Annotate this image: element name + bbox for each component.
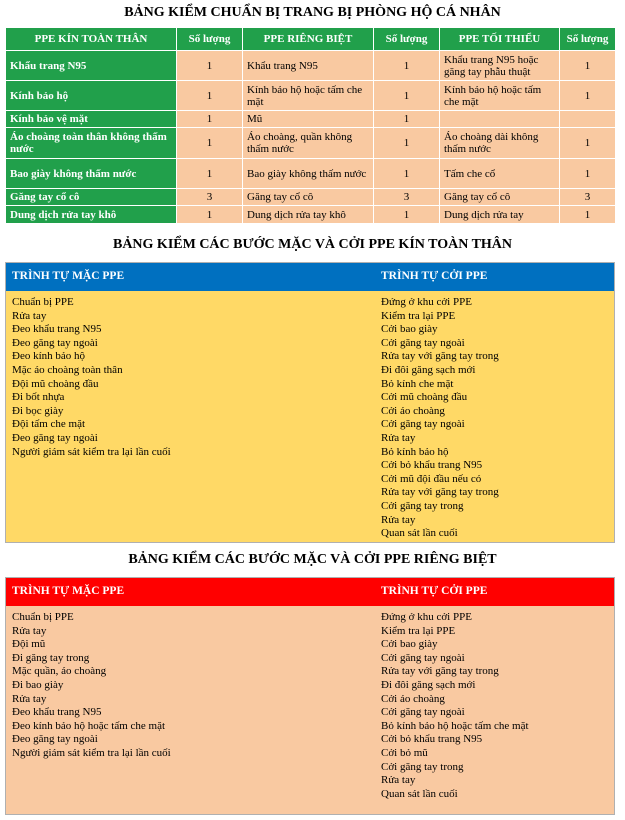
- cell-quantity: 3: [374, 189, 440, 206]
- list-item: Cởi găng tay ngoài: [381, 336, 465, 349]
- header-quantity: Số lượng: [560, 28, 616, 51]
- separate-ppe-steps-box: [5, 577, 615, 815]
- list-item: Quan sát lần cuối: [381, 527, 458, 540]
- cell-quantity: 1: [177, 51, 243, 81]
- cell-item: Găng tay cổ cô: [243, 189, 374, 206]
- row-label: Kính bảo vệ mặt: [6, 111, 177, 128]
- table1-title: BẢNG KIỂM CHUẨN BỊ TRANG BỊ PHÒNG HỘ CÁ NHÂN: [124, 5, 501, 20]
- cell-quantity: 1: [177, 128, 243, 159]
- list-item: Rửa tay với găng tay trong: [381, 486, 499, 499]
- table-header-row: [6, 28, 616, 51]
- list-item: Chuẩn bị PPE: [12, 611, 74, 623]
- list-item: Cởi mũ choàng đầu: [381, 391, 468, 404]
- list-item: Rửa tay: [381, 513, 416, 526]
- list-item: Mặc áo choàng toàn thân: [12, 363, 123, 376]
- cell-quantity: 1: [177, 206, 243, 224]
- ppe-preparation-table: [5, 27, 616, 224]
- cell-quantity: 1: [374, 128, 440, 159]
- don-steps-header: TRÌNH TỰ MẶC PPE: [12, 270, 125, 282]
- list-item: Đội tấm che mặt: [12, 418, 86, 431]
- list-item: Cởi bao giày: [381, 323, 438, 336]
- cell-quantity: 1: [177, 81, 243, 111]
- list-item: Đeo găng tay ngoài: [12, 431, 98, 444]
- table3-title: BẢNG KIỂM CÁC BƯỚC MẶC VÀ CỞI PPE RIÊNG BIỆT: [128, 552, 497, 567]
- row-label: Găng tay cổ cô: [6, 189, 177, 206]
- cell-item: Găng tay cổ cô: [440, 189, 560, 206]
- list-item: Đội mũ choàng đầu: [12, 377, 99, 390]
- cell-quantity: 1: [374, 51, 440, 81]
- cell-item: Khẩu trang N95 hoặc găng tay phẫu thuật: [440, 51, 560, 81]
- list-item: Kiểm tra lại PPE: [381, 309, 456, 322]
- list-item: Đi bốt nhựa: [12, 391, 65, 404]
- cell-item: Kính bảo hộ hoặc tấm che mặt: [440, 81, 560, 111]
- steps-header-bar: [6, 263, 614, 291]
- header-quantity: Số lượng: [177, 28, 243, 51]
- header-separate-ppe: PPE RIÊNG BIỆT: [243, 28, 374, 51]
- list-item: Đi găng tay trong: [12, 651, 90, 664]
- cell-item: Áo choàng, quần không thấm nước: [243, 128, 374, 159]
- cell-quantity: 1: [560, 159, 616, 189]
- list-item: Rửa tay: [12, 309, 47, 322]
- table-row: [6, 128, 616, 159]
- list-item: Cởi găng tay ngoài: [381, 418, 465, 431]
- list-item: Kiểm tra lại PPE: [381, 624, 456, 637]
- list-item: Bỏ kính che mặt: [381, 377, 454, 390]
- list-item: Đeo khẩu trang N95: [12, 323, 102, 336]
- list-item: Đứng ở khu cởi PPE: [381, 296, 472, 308]
- table-row: [6, 206, 616, 224]
- list-item: Cởi bỏ khẩu trang N95: [381, 459, 483, 472]
- list-item: Cởi bao giày: [381, 638, 438, 651]
- list-item: Cởi găng tay ngoài: [381, 706, 465, 719]
- list-item: Bỏ kính bảo hộ: [381, 445, 449, 458]
- list-item: Đeo kính bảo hộ hoặc tấm che mặt: [12, 719, 166, 732]
- row-label: Khẩu trang N95: [6, 51, 177, 81]
- table2-title: BẢNG KIỂM CÁC BƯỚC MẶC VÀ CỞI PPE KÍN TOÀN THÂN: [112, 237, 513, 252]
- cell-item: Dung dịch rửa tay: [440, 206, 560, 224]
- don-steps-list: [12, 296, 171, 459]
- list-item: Đeo kính bảo hộ: [12, 350, 86, 363]
- list-item: Quan sát lần cuối: [381, 787, 458, 800]
- list-item: Đi đôi găng sạch mới: [381, 678, 476, 691]
- list-item: Rửa tay: [381, 774, 416, 787]
- doff-steps-list: [381, 611, 529, 801]
- don-steps-header: TRÌNH TỰ MẶC PPE: [12, 585, 125, 597]
- list-item: Cởi áo choàng: [381, 692, 445, 705]
- doff-steps-header: TRÌNH TỰ CỞI PPE: [381, 270, 488, 282]
- list-item: Đi đôi găng sạch mới: [381, 363, 476, 376]
- cell-item: Áo choàng dài không thấm nước: [440, 128, 560, 159]
- cell-quantity: 1: [560, 206, 616, 224]
- cell-quantity: 3: [177, 189, 243, 206]
- list-item: Cởi găng tay trong: [381, 499, 464, 512]
- doff-steps-list: [381, 296, 499, 541]
- list-item: Đeo khẩu trang N95: [12, 706, 102, 719]
- table-row: [6, 159, 616, 189]
- list-item: Chuẩn bị PPE: [12, 296, 74, 308]
- list-item: Bỏ kính bảo hộ hoặc tấm che mặt: [381, 719, 529, 732]
- cell-quantity: 1: [560, 81, 616, 111]
- cell-quantity: 1: [374, 111, 440, 128]
- row-label: Bao giày không thấm nước: [6, 159, 177, 189]
- list-item: Đeo găng tay ngoài: [12, 733, 98, 746]
- cell-quantity: 1: [374, 159, 440, 189]
- list-item: Đứng ở khu cởi PPE: [381, 611, 472, 623]
- row-label: Áo choàng toàn thân không thấm nước: [6, 128, 177, 159]
- list-item: Đội mũ: [12, 638, 46, 651]
- cell-item: Dung dịch rửa tay khô: [243, 206, 374, 224]
- cell-quantity: 1: [560, 128, 616, 159]
- list-item: Người giám sát kiểm tra lại lần cuối: [12, 746, 171, 759]
- cell-quantity: 1: [560, 51, 616, 81]
- header-full-body-ppe: PPE KÍN TOÀN THÂN: [6, 28, 177, 51]
- list-item: Rửa tay: [381, 431, 416, 444]
- cell-quantity: [560, 111, 616, 128]
- list-item: Đi bao giày: [12, 678, 64, 691]
- list-item: Cởi bỏ khẩu trang N95: [381, 733, 483, 746]
- list-item: Cởi mũ đội đầu nếu có: [381, 472, 482, 485]
- cell-quantity: 3: [560, 189, 616, 206]
- list-item: Đi bọc giày: [12, 404, 64, 417]
- header-minimum-ppe: PPE TỐI THIỂU: [440, 28, 560, 51]
- cell-item: Kính bảo hộ hoặc tấm che mặt: [243, 81, 374, 111]
- list-item: Rửa tay: [12, 624, 47, 637]
- table-row: [6, 51, 616, 81]
- list-item: Cởi bỏ mũ: [381, 746, 428, 759]
- don-steps-list: [12, 611, 171, 761]
- cell-quantity: 1: [177, 159, 243, 189]
- table-row: [6, 111, 616, 128]
- table-row: [6, 189, 616, 206]
- cell-quantity: 1: [374, 206, 440, 224]
- list-item: Rửa tay với găng tay trong: [381, 665, 499, 678]
- cell-quantity: 1: [177, 111, 243, 128]
- cell-item: [440, 111, 560, 128]
- row-label: Kính bảo hộ: [6, 81, 177, 111]
- cell-quantity: 1: [374, 81, 440, 111]
- header-quantity: Số lượng: [374, 28, 440, 51]
- list-item: Đeo găng tay ngoài: [12, 336, 98, 349]
- doff-steps-header: TRÌNH TỰ CỞI PPE: [381, 585, 488, 597]
- cell-item: Mũ: [243, 111, 374, 128]
- cell-item: Bao giày không thấm nước: [243, 159, 374, 189]
- row-label: Dung dịch rửa tay khô: [6, 206, 177, 224]
- full-body-ppe-steps-box: [5, 262, 615, 543]
- list-item: Rửa tay với găng tay trong: [381, 350, 499, 363]
- cell-item: Tấm che cổ: [440, 159, 560, 189]
- list-item: Người giám sát kiểm tra lại lần cuối: [12, 445, 171, 458]
- cell-item: Khẩu trang N95: [243, 51, 374, 81]
- list-item: Mặc quần, áo choàng: [12, 665, 107, 678]
- list-item: Cởi găng tay trong: [381, 760, 464, 773]
- table-row: [6, 81, 616, 111]
- list-item: Cởi găng tay ngoài: [381, 651, 465, 664]
- steps-header-bar: [6, 578, 614, 606]
- list-item: Cởi áo choàng: [381, 404, 445, 417]
- list-item: Rửa tay: [12, 692, 47, 705]
